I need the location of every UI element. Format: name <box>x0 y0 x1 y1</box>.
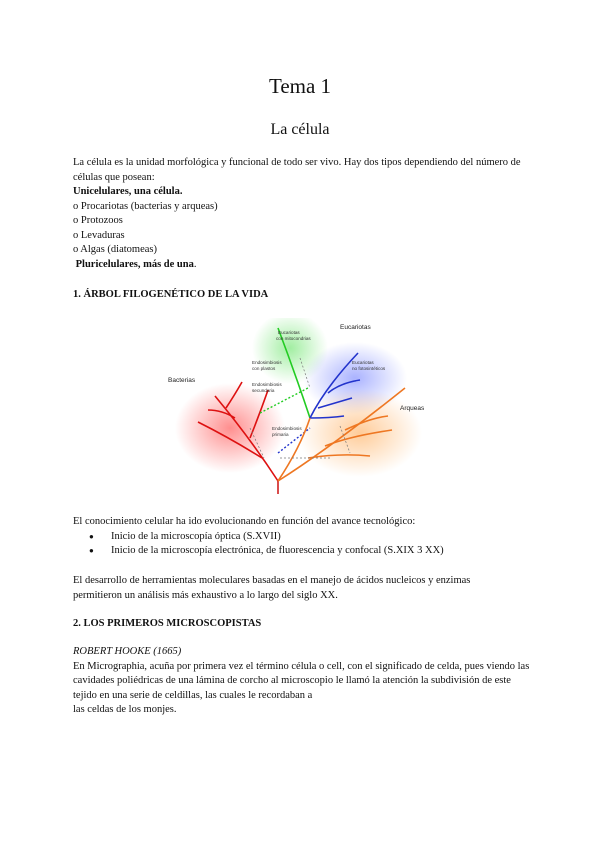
list-item: ● Inicio de la microscopía óptica (S.XVII) <box>73 530 533 545</box>
hooke-heading: ROBERT HOOKE (1665) <box>73 646 182 657</box>
section2-heading: 2. LOS PRIMEROS MICROSCOPISTAS <box>73 618 262 629</box>
bacteria-halo <box>175 383 285 473</box>
pluricellular-bold: Pluricelulares, más de una <box>75 258 194 270</box>
phylogenetic-tree-svg <box>160 318 430 494</box>
intro-section <box>73 156 533 272</box>
pluricellular-end: . <box>193 258 197 270</box>
unicellular-heading: Unicelulares, una célula. <box>73 186 183 197</box>
label-eucariotas-mito-2: con mitocondrias <box>276 336 311 341</box>
label-endo-secundaria-2: secundaria <box>252 388 275 393</box>
label-eucariotas: Eucariotas <box>340 324 371 331</box>
label-endo-secundaria-1: Endosimbiosis <box>252 382 282 387</box>
page-subtitle: La célula <box>270 121 330 138</box>
molecular-section <box>73 574 513 603</box>
hooke-paragraph-end: las celdas de los monjes. <box>73 704 177 715</box>
label-endo-primaria-2: primaria <box>272 432 289 437</box>
list-item: o Protozoos <box>73 215 123 226</box>
section1-heading: 1. ÁRBOL FILOGENÉTICO DE LA VIDA <box>73 289 269 300</box>
archaea-halo <box>298 389 422 477</box>
label-endo-plastos-2: con plastos <box>252 366 276 371</box>
page-title: Tema 1 <box>268 74 332 98</box>
label-endo-primaria-1: Endosimbiosis <box>272 426 302 431</box>
knowledge-section <box>73 515 533 559</box>
label-endo-plastos-1: Endosimbiosis <box>252 360 282 365</box>
list-item: o Algas (diatomeas) <box>73 244 157 255</box>
list-item: o Procariotas (bacterias y arqueas) <box>73 200 218 212</box>
phylogenetic-tree-figure <box>160 318 430 494</box>
intro-paragraph: La célula es la unidad morfológica y funcional de todo ser vivo. Hay dos tipos dependiendo del número de células que posean: <box>73 157 521 183</box>
label-eucariotas-fotosint-1: Eucariotas <box>352 360 374 365</box>
label-arqueas: Arqueas <box>400 405 425 412</box>
hooke-section <box>73 645 533 718</box>
list-item: o Levaduras <box>73 229 125 241</box>
label-eucariotas-mito-1: Eucariotas <box>278 330 300 335</box>
label-eucariotas-fotosint-2: no fotosintéticos <box>352 366 386 371</box>
list-item: ● Inicio de la microscopía electrónica, de fluorescencia y confocal (S.XIX 3 XX) <box>73 544 533 559</box>
knowledge-list <box>73 530 533 559</box>
pluricellular-line <box>73 258 533 273</box>
hooke-paragraph: En Micrographia, acuña por primera vez el término célula o cell, con el significado de celda, pues viendo las cavidades poliédricas de una lámina de corcho al microscopio le llamó la atención la subdivisión de este tejido en una serie de celdillas, las cuales le recordaban a <box>73 660 530 701</box>
knowledge-intro: El conocimiento celular ha ido evolucionando en función del avance tecnológico: <box>73 516 416 527</box>
label-bacterias: Bacterias <box>168 377 196 384</box>
molecular-paragraph: El desarrollo de herramientas moleculares basadas en el manejo de ácidos nucleicos y enzimas permitieron un análisis más exhaustivo a lo largo del siglo XX. <box>73 575 471 601</box>
